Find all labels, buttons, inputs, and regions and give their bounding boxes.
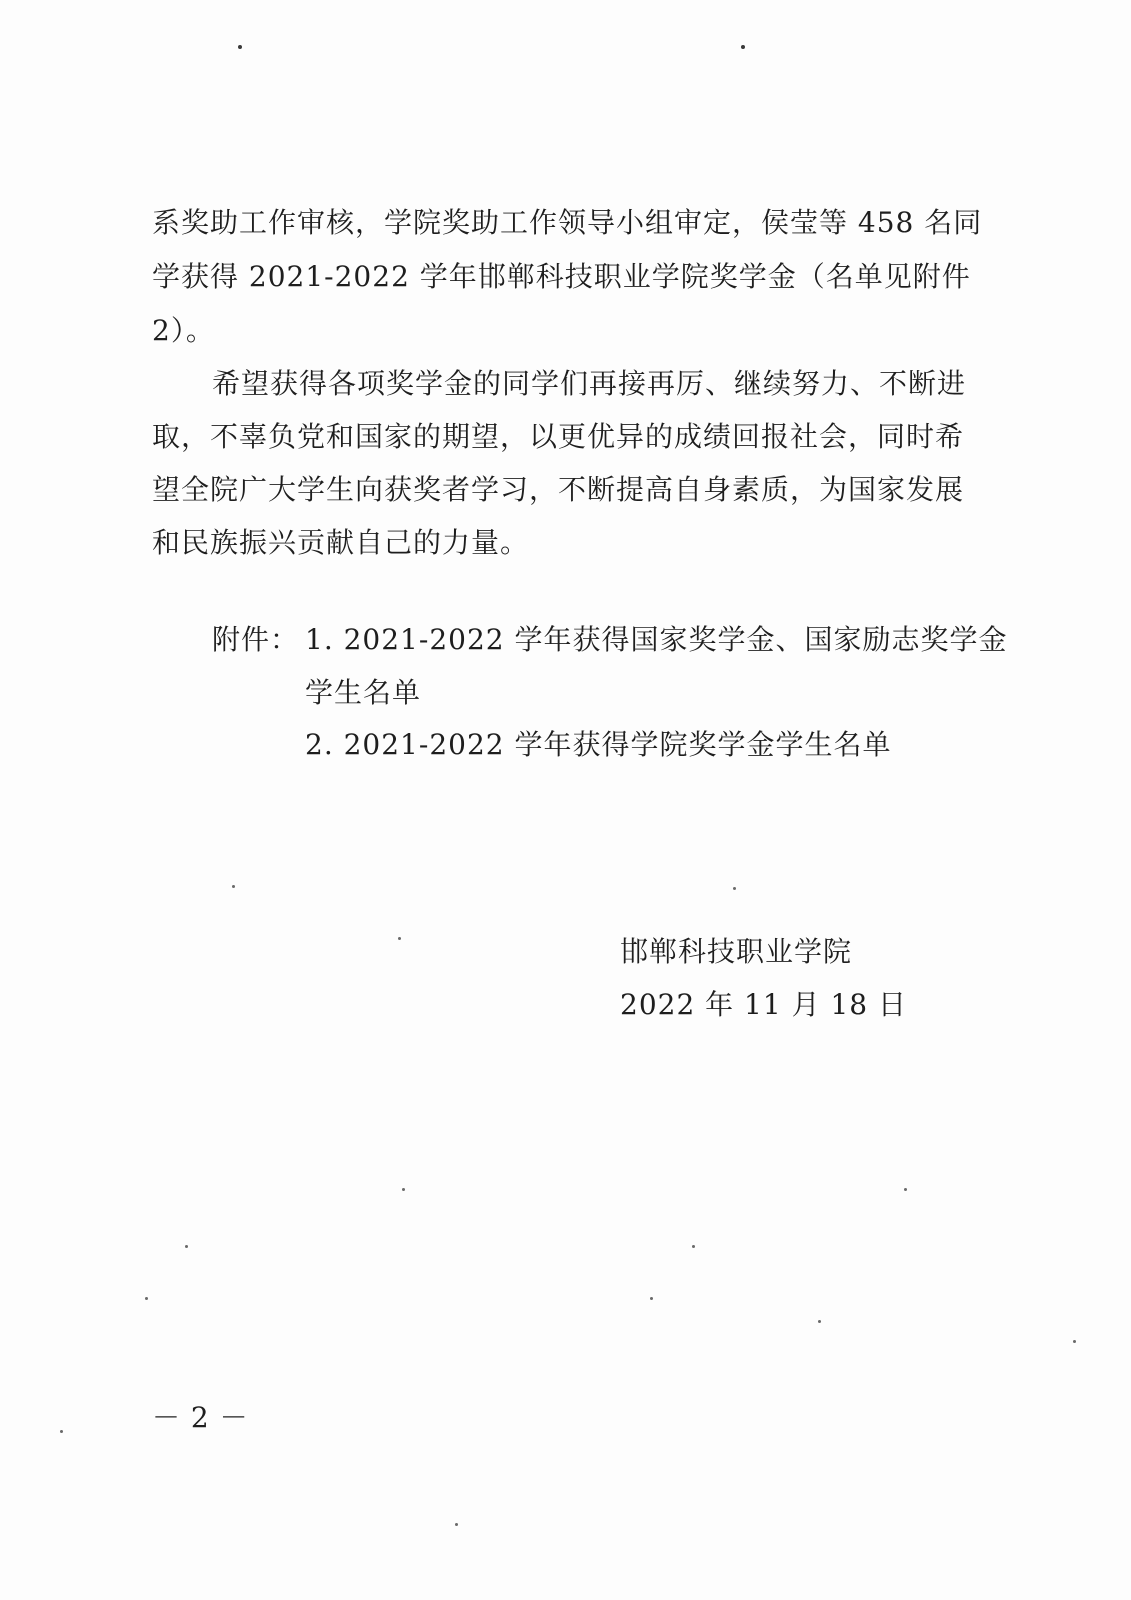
scan-speck [402, 1188, 405, 1191]
scan-speck [60, 1430, 63, 1433]
scan-speck [733, 887, 736, 890]
body-paragraph-2-line-4: 和民族振兴贡献自己的力量。 [152, 526, 530, 559]
body-paragraph-2-line-3: 望全院广大学生向获奖者学习，不断提高自身素质，为国家发展 [152, 473, 965, 506]
page-number: － 2 － [152, 1401, 249, 1434]
scan-speck [145, 1297, 148, 1300]
body-paragraph-2-line-2: 取，不辜负党和国家的期望，以更优异的成绩回报社会，同时希 [152, 420, 965, 453]
scan-speck [1073, 1340, 1076, 1343]
scan-speck [185, 1245, 188, 1248]
attachment-item-1: 1. 2021-2022 学年获得国家奖学金、国家励志奖学金 [305, 623, 1008, 656]
scan-speck [455, 1523, 458, 1526]
attachments-label: 附件： [212, 623, 300, 656]
attachment-item-2: 2. 2021-2022 学年获得学院奖学金学生名单 [305, 728, 892, 761]
scan-speck [904, 1188, 907, 1191]
body-paragraph-2-line-1: 希望获得各项奖学金的同学们再接再厉、继续努力、不断进 [212, 367, 967, 400]
scan-speck [818, 1320, 821, 1323]
signature-date: 2022 年 11 月 18 日 [620, 988, 908, 1021]
body-paragraph-1-line-3: 2）。 [152, 314, 215, 347]
scan-speck [232, 885, 235, 888]
scan-speck [398, 937, 401, 940]
body-paragraph-1-line-2: 学获得 2021-2022 学年邯郸科技职业学院奖学金（名单见附件 [152, 260, 971, 293]
scan-speck [692, 1245, 695, 1248]
scan-speck [238, 45, 242, 49]
scan-speck [741, 45, 745, 49]
scan-speck [650, 1297, 653, 1300]
body-paragraph-1-line-1: 系奖助工作审核，学院奖助工作领导小组审定，侯莹等 458 名同 [152, 206, 983, 239]
attachment-item-1-continued: 学生名单 [305, 676, 422, 709]
signature-organization: 邯郸科技职业学院 [620, 935, 853, 968]
